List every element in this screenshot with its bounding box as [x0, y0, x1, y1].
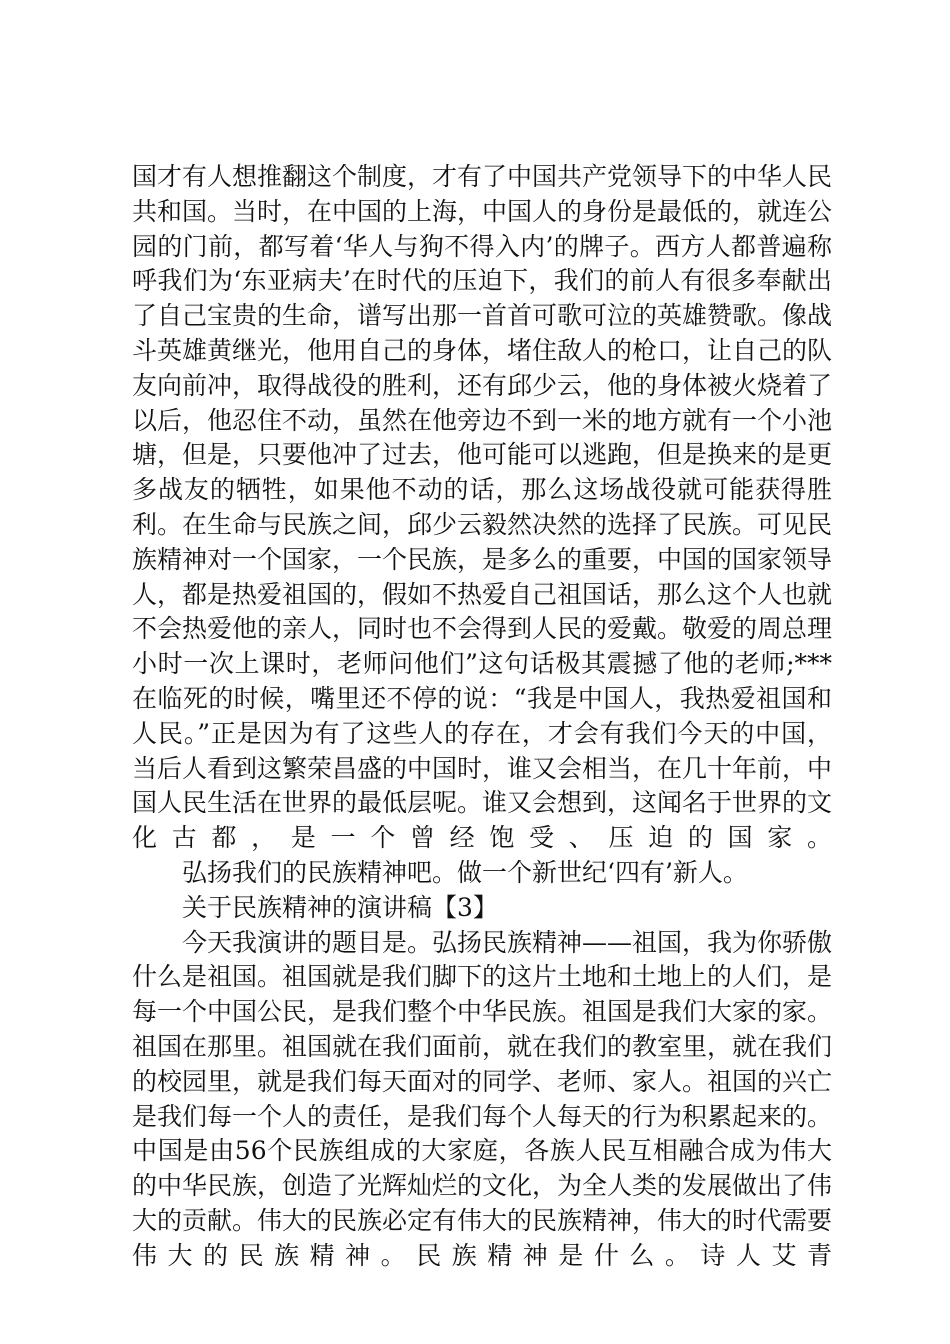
paragraph-speech-body: 国才有人想推翻这个制度，才有了中国共产党领导下的中华人民共和国。当时，在中国的上海，中国人的身份是最低的，就连公园的门前，都写着‘华人与狗不得入内’的牌子。西方人都普遍称呼我们为‘东亚病夫’在时代的压迫下，我们的前人有很多奉献出了自己宝贵的生命，谱写出那一首首可歌可泣的英雄赞歌。像战斗英雄黄继光，他用自己的身体，堵住敌人的枪口，让自己的队友向前冲，取得战役的胜利，还有邱少云，他的身体被火烧着了以后，他忍住不动，虽然在他旁边不到一米的地方就有一个小池塘，但是，只要他冲了过去，他可能可以逃跑，但是换来的是更多战友的牺牲，如果他不动的话，那么这场战役就可能获得胜利。在生命与民族之间，邱少云毅然决然的选择了民族。可见民族精神对一个国家，一个民族，是多么的重要，中国的国家领导人，都是热爱祖国的，假如不热爱自己祖国话，那么这个人也就不会热爱他的亲人，同时也不会得到人民的爱戴。敬爱的周总理小时一次上课时，老师问他们”这句话极其震撼了他的老师;***在临死的时候，嘴里还不停的说：“我是中国人，我热爱祖国和人民。”正是因为有了这些人的存在，才会有我们今天的中国，当后人看到这繁荣昌盛的中国时，谁又会相当，在几十年前，中国人民生活在世界的最低层呢。谁又会想到，这闻名于世界的文化古都，是一个曾经饱受、压迫的国家。 [132, 162, 833, 853]
paragraph-speech-intro: 今天我演讲的题目是。弘扬民族精神——祖国，我为你骄傲什么是祖国。祖国就是我们脚下的这片土地和土地上的人们，是每一个中国公民，是我们整个中华民族。祖国是我们大家的家。祖国在那里。祖国就在我们面前，就在我们的教室里，就在我们的校园里，就是我们每天面对的同学、老师、家人。祖国的兴亡是我们每一个人的责任，是我们每个人每天的行为积累起来的。中国是由56个民族组成的大家庭，各族人民互相融合成为伟大的中华民族，创造了光辉灿烂的文化，为全人类的发展做出了伟大的贡献。伟大的民族必定有伟大的民族精神，伟大的时代需要伟大的民族精神。民族精神是什么。诗人艾青 [132, 927, 833, 1270]
section-heading: 关于民族精神的演讲稿【3】 [182, 892, 498, 922]
paragraph-call-to-action: 弘扬我们的民族精神吧。做一个新世纪‘四有’新人。 [182, 857, 748, 887]
document-body [132, 160, 832, 1274]
